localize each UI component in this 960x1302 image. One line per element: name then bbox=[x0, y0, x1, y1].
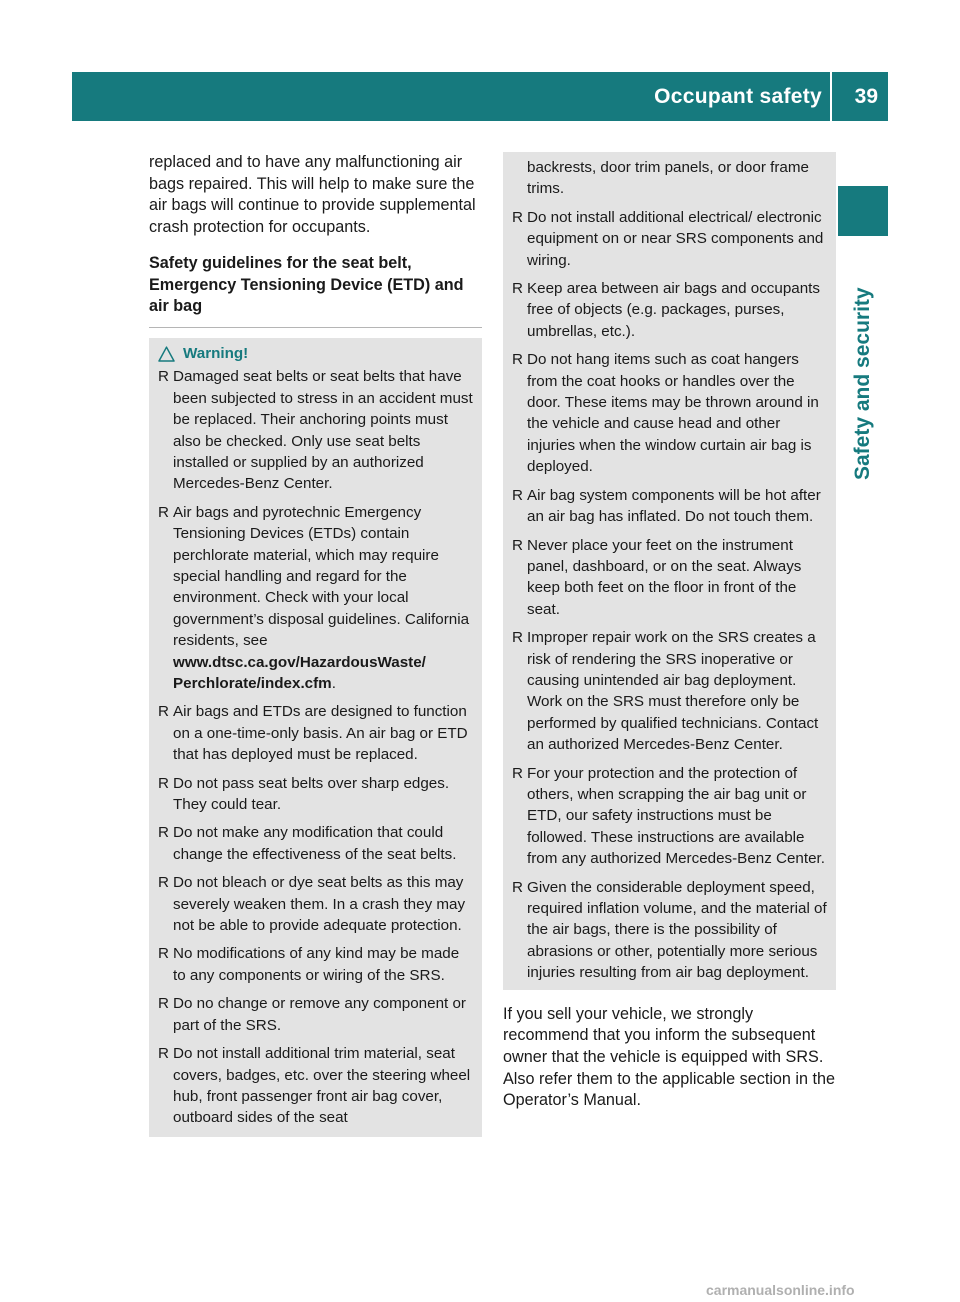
list-item bbox=[156, 943, 475, 986]
bullet-glyph: R bbox=[512, 764, 523, 782]
bullet-glyph: R bbox=[512, 878, 523, 896]
header-divider bbox=[830, 72, 832, 121]
bullet-glyph: R bbox=[158, 774, 169, 792]
dtsc-link[interactable]: www.dtsc.ca.gov/HazardousWaste/ Perchlorate/index.cfm bbox=[173, 653, 426, 693]
list-item bbox=[156, 993, 475, 1036]
bullet-glyph: R bbox=[512, 629, 523, 647]
list-item bbox=[510, 278, 829, 342]
list-item bbox=[156, 872, 475, 936]
list-item-text: Damaged seat belts or seat belts that have been subjected to stress in an accident must be replaced. Their anchoring points must also be checked. Only use seat belts installed or supplied by an authorized Mercedes-Benz Center. bbox=[173, 368, 473, 493]
bullet-glyph: R bbox=[158, 703, 169, 721]
list-item-text: Do not bleach or dye seat belts as this may severely weaken them. In a crash they may not be able to provide adequate protection. bbox=[173, 874, 466, 935]
list-item-text: Air bags and pyrotechnic Emergency Tensioning Devices (ETDs) contain perchlorate material, which may require special handling and regard for the environment. Check with your local government’s disposal guidelines. California residents, see bbox=[173, 503, 470, 650]
list-item-text: Air bags and ETDs are designed to function on a one-time-only basis. An air bag or ETD that has deployed must be replaced. bbox=[173, 703, 468, 764]
list-item bbox=[510, 485, 829, 528]
list-item bbox=[156, 773, 475, 816]
intro-paragraph: replaced and to have any malfunctioning air bags repaired. This will help to make sure the air bags will continue to provide supplemental crash protection for occupants. bbox=[149, 153, 476, 237]
list-item bbox=[156, 1043, 475, 1129]
bullet-glyph: R bbox=[158, 945, 169, 963]
warning-title bbox=[156, 343, 475, 364]
watermark: carmanualsonline.info bbox=[706, 1282, 855, 1298]
bullet-glyph: R bbox=[158, 824, 169, 842]
list-item-text: No modifications of any kind may be made to any components or wiring of the SRS. bbox=[173, 945, 460, 984]
left-column bbox=[149, 152, 482, 1137]
list-item-text: Improper repair work on the SRS creates a risk of rendering the SRS inoperative or causing unintended air bag deployment. Work on the SRS must therefore only be performed by qualified technicians. Contact an authorized Mercedes-Benz Center. bbox=[527, 629, 819, 754]
header-bar bbox=[72, 72, 888, 121]
closing-paragraph: If you sell your vehicle, we strongly recommend that you inform the subsequent owner that the vehicle is equipped with SRS. Also refer them to the applicable section in the Operator’s Manual. bbox=[503, 1004, 836, 1110]
list-item-text: Given the considerable deployment speed, required inflation volume, and the material of the air bags, there is the possibility of abrasions or other, potentially more serious injuries resulting from air bag deployment. bbox=[527, 878, 827, 982]
warning-triangle-icon bbox=[158, 346, 175, 362]
list-item bbox=[510, 763, 829, 870]
list-item bbox=[510, 627, 829, 755]
list-item bbox=[156, 502, 475, 695]
list-item-text: Never place your feet on the instrument panel, dashboard, or on the seat. Always keep both feet on the floor in front of the seat. bbox=[527, 536, 802, 618]
list-item-text: Do no change or remove any component or part of the SRS. bbox=[173, 995, 466, 1034]
bullet-glyph: R bbox=[512, 351, 523, 369]
list-item bbox=[510, 877, 829, 984]
list-item-end: . bbox=[331, 675, 336, 693]
bullet-glyph: R bbox=[158, 503, 169, 521]
warning-box-continued bbox=[503, 152, 836, 990]
section-heading: Safety guidelines for the seat belt, Emergency Tensioning Device (ETD) and air bag bbox=[149, 253, 482, 328]
bullet-glyph: R bbox=[512, 536, 523, 554]
continuation-text: backrests, door trim panels, or door frame trims. bbox=[527, 159, 809, 198]
bullet-glyph: R bbox=[158, 874, 169, 892]
list-item bbox=[510, 349, 829, 477]
list-item bbox=[510, 207, 829, 271]
bullet-glyph: R bbox=[158, 368, 169, 386]
list-item bbox=[510, 535, 829, 621]
warning-box bbox=[149, 338, 482, 1137]
list-item-text: For your protection and the protection of others, when scrapping the air bag unit or ETD, our safety instructions must be followed. These instructions are available from any authorized Mercedes-Benz Center. bbox=[527, 764, 825, 868]
list-item-text: Do not install additional trim material, seat covers, badges, etc. over the steering wheel hub, front passenger front air bag cover, outboard sides of the seat bbox=[173, 1045, 471, 1127]
bullet-glyph: R bbox=[512, 486, 523, 504]
right-column bbox=[503, 152, 836, 1128]
page-number: 39 bbox=[854, 85, 878, 108]
bullet-glyph: R bbox=[158, 995, 169, 1013]
list-item-text: Do not make any modification that could change the effectiveness of the seat belts. bbox=[173, 824, 457, 863]
list-item-text: Keep area between air bags and occupants free of objects (e.g. packages, purses, umbrellas, etc.). bbox=[527, 280, 820, 340]
list-item-text: Do not pass seat belts over sharp edges. They could tear. bbox=[173, 774, 450, 814]
list-item-text: Do not hang items such as coat hangers from the coat hooks or handles over the door. These items may be thrown around in the vehicle and cause head and other injuries when the window curtain air bag is deployed. bbox=[527, 351, 819, 476]
list-item-text: Air bag system components will be hot after an air bag has inflated. Do not touch them. bbox=[527, 486, 821, 526]
list-item bbox=[156, 822, 475, 865]
list-item bbox=[156, 366, 475, 494]
list-item bbox=[156, 701, 475, 765]
chapter-tab bbox=[838, 186, 888, 236]
list-item-text: Do not install additional electrical/ electronic equipment on or near SRS components and wiring. bbox=[527, 208, 824, 269]
bullet-glyph: R bbox=[158, 1045, 169, 1063]
chapter-label: Safety and security bbox=[851, 287, 874, 480]
page-title: Occupant safety bbox=[654, 85, 822, 108]
bullet-glyph: R bbox=[512, 280, 523, 298]
bullet-glyph: R bbox=[512, 208, 523, 226]
warning-title-text: Warning! bbox=[183, 344, 249, 362]
